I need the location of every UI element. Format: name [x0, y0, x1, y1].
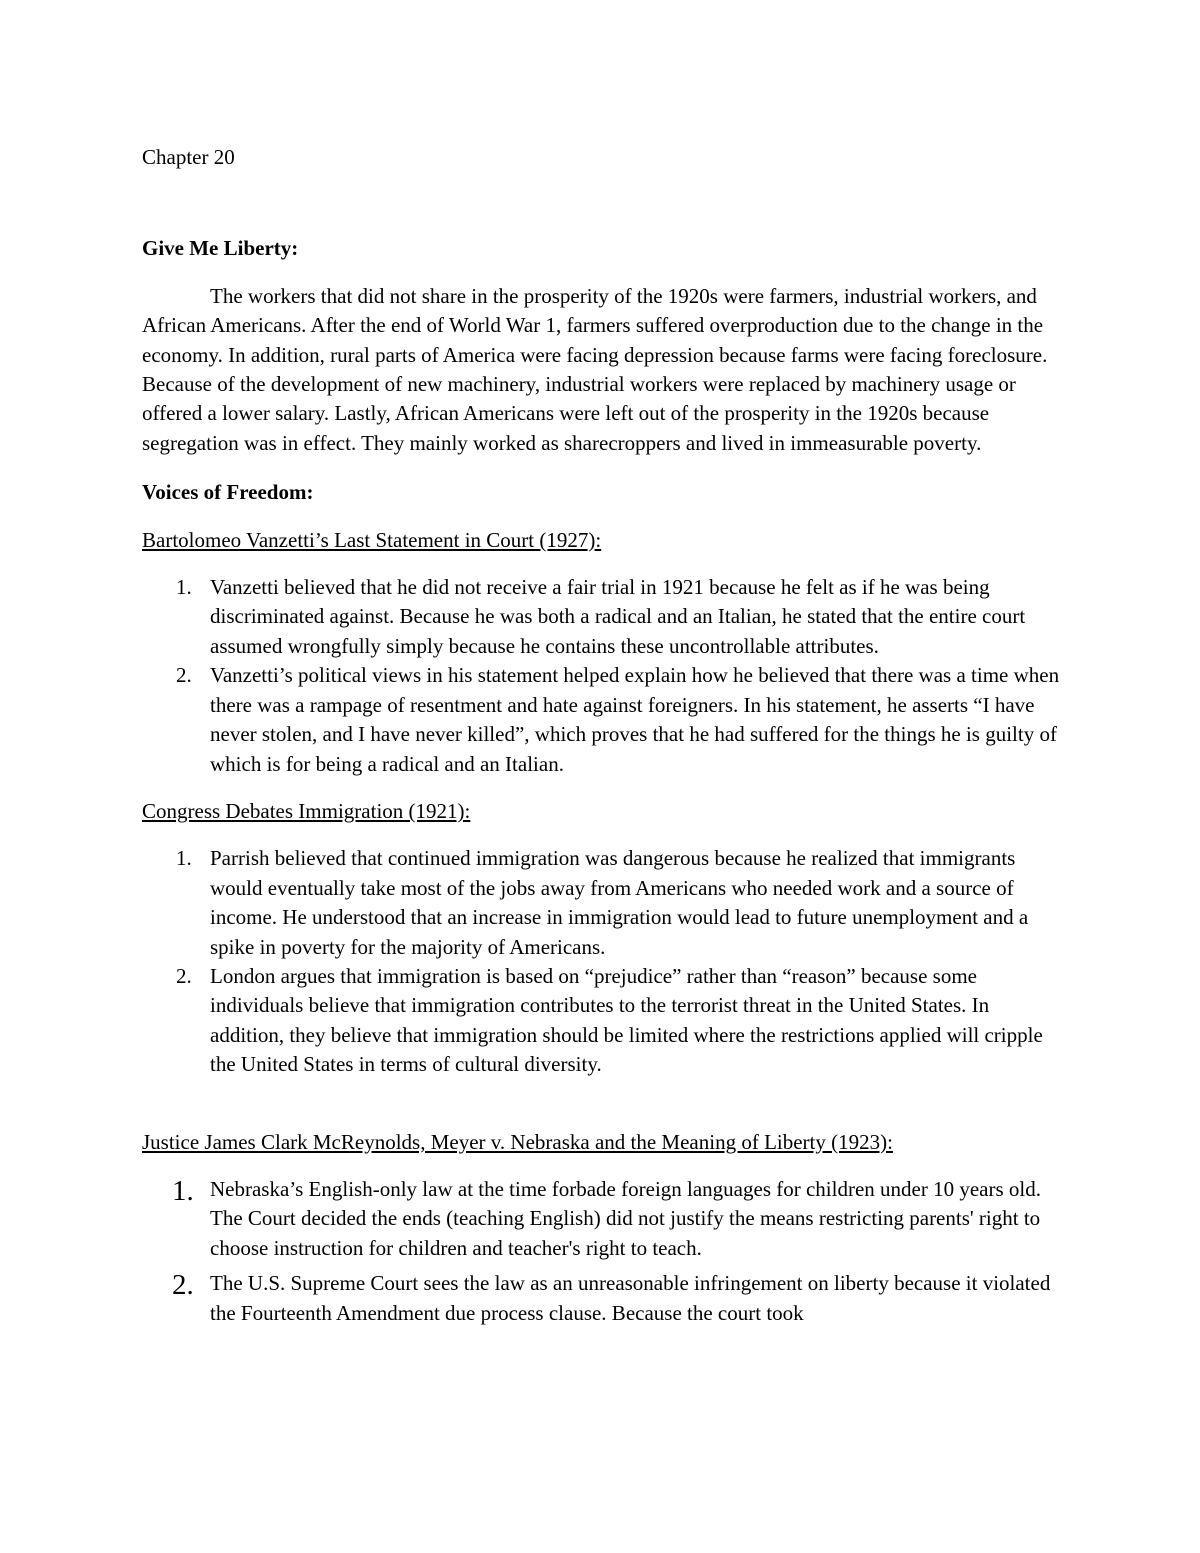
list-number: 2.: [172, 1269, 194, 1302]
list-item-text: London argues that immigration is based on “prejudice” rather than “reason” because some individuals believe that immigration contributes to the terrorist threat in the United States. In addition, they believe that immigration should be limited where the restrictions applied will cripple the United States in terms of cultural diversity.: [210, 963, 1043, 1077]
voices-of-freedom-heading: Voices of Freedom:: [142, 480, 314, 505]
list-number: 2.: [176, 963, 192, 988]
list-item: [142, 962, 1062, 1080]
document-page: [142, 143, 1062, 1346]
chapter-label: Chapter 20: [142, 145, 235, 169]
list-item-text: The U.S. Supreme Court sees the law as an unreasonable infringement on liberty because it violated the Fourteenth Amendment due process clause. Because the court took: [210, 1271, 1051, 1325]
meyer-nebraska-answer-list: [142, 1175, 1062, 1328]
vanzetti-document-title: Bartolomeo Vanzetti’s Last Statement in Court (1927):: [142, 527, 602, 552]
list-item-text: Parrish believed that continued immigration was dangerous because he realized that immigrants would eventually take most of the jobs away from Americans who needed work and a source of income. He understood that an increase in immigration would lead to future unemployment and a spike in poverty for the majority of Americans.: [210, 846, 1029, 959]
congress-immigration-answer-list: [142, 844, 1062, 1079]
vanzetti-answer-list: [142, 573, 1062, 779]
meyer-nebraska-document-title: Justice James Clark McReynolds, Meyer v. Nebraska and the Meaning of Liberty (1923):: [142, 1129, 893, 1154]
list-item-text: Vanzetti’s political views in his statement helped explain how he believed that there was a time when there was a rampage of resentment and hate against foreigners. In his statement, he asserts “I have never stolen, and I have never killed”, which proves that he had suffered for the things he is guilty of which is for being a radical and an Italian.: [210, 663, 1060, 776]
list-item: [142, 1269, 1062, 1328]
list-number: 1.: [176, 846, 192, 871]
list-number: 2.: [176, 663, 192, 688]
give-me-liberty-paragraph: The workers that did not share in the prosperity of the 1920s were farmers, industrial workers, and African Americans. After the end of World War 1, farmers suffered overproduction due to the change in the economy. In addition, rural parts of America were facing depression because farms were facing foreclosure. Because of the development of new machinery, industrial workers were replaced by machinery usage or offered a lower salary. Lastly, African Americans were left out of the prosperity in the 1920s because segregation was in effect. They mainly worked as sharecroppers and lived in immeasurable poverty.: [142, 283, 1048, 455]
give-me-liberty-heading: Give Me Liberty:: [142, 236, 299, 261]
list-item-text: Nebraska’s English-only law at the time forbade foreign languages for children under 10 years old. The Court decided the ends (teaching English) did not justify the means restricting parents' right to choose instruction for children and teacher's right to teach.: [210, 1176, 1041, 1260]
list-number: 1.: [176, 575, 192, 600]
list-item: [142, 844, 1062, 962]
list-item: [142, 1175, 1062, 1263]
list-item: [142, 573, 1062, 661]
list-number: 1.: [172, 1174, 194, 1207]
list-item-text: Vanzetti believed that he did not receive a fair trial in 1921 because he felt as if he was being discriminated against. Because he was both a radical and an Italian, he stated that the entire court assumed wrongfully simply because he contains these uncontrollable attributes.: [210, 575, 1026, 658]
list-item: [142, 661, 1062, 779]
congress-immigration-document-title: Congress Debates Immigration (1921):: [142, 798, 471, 823]
